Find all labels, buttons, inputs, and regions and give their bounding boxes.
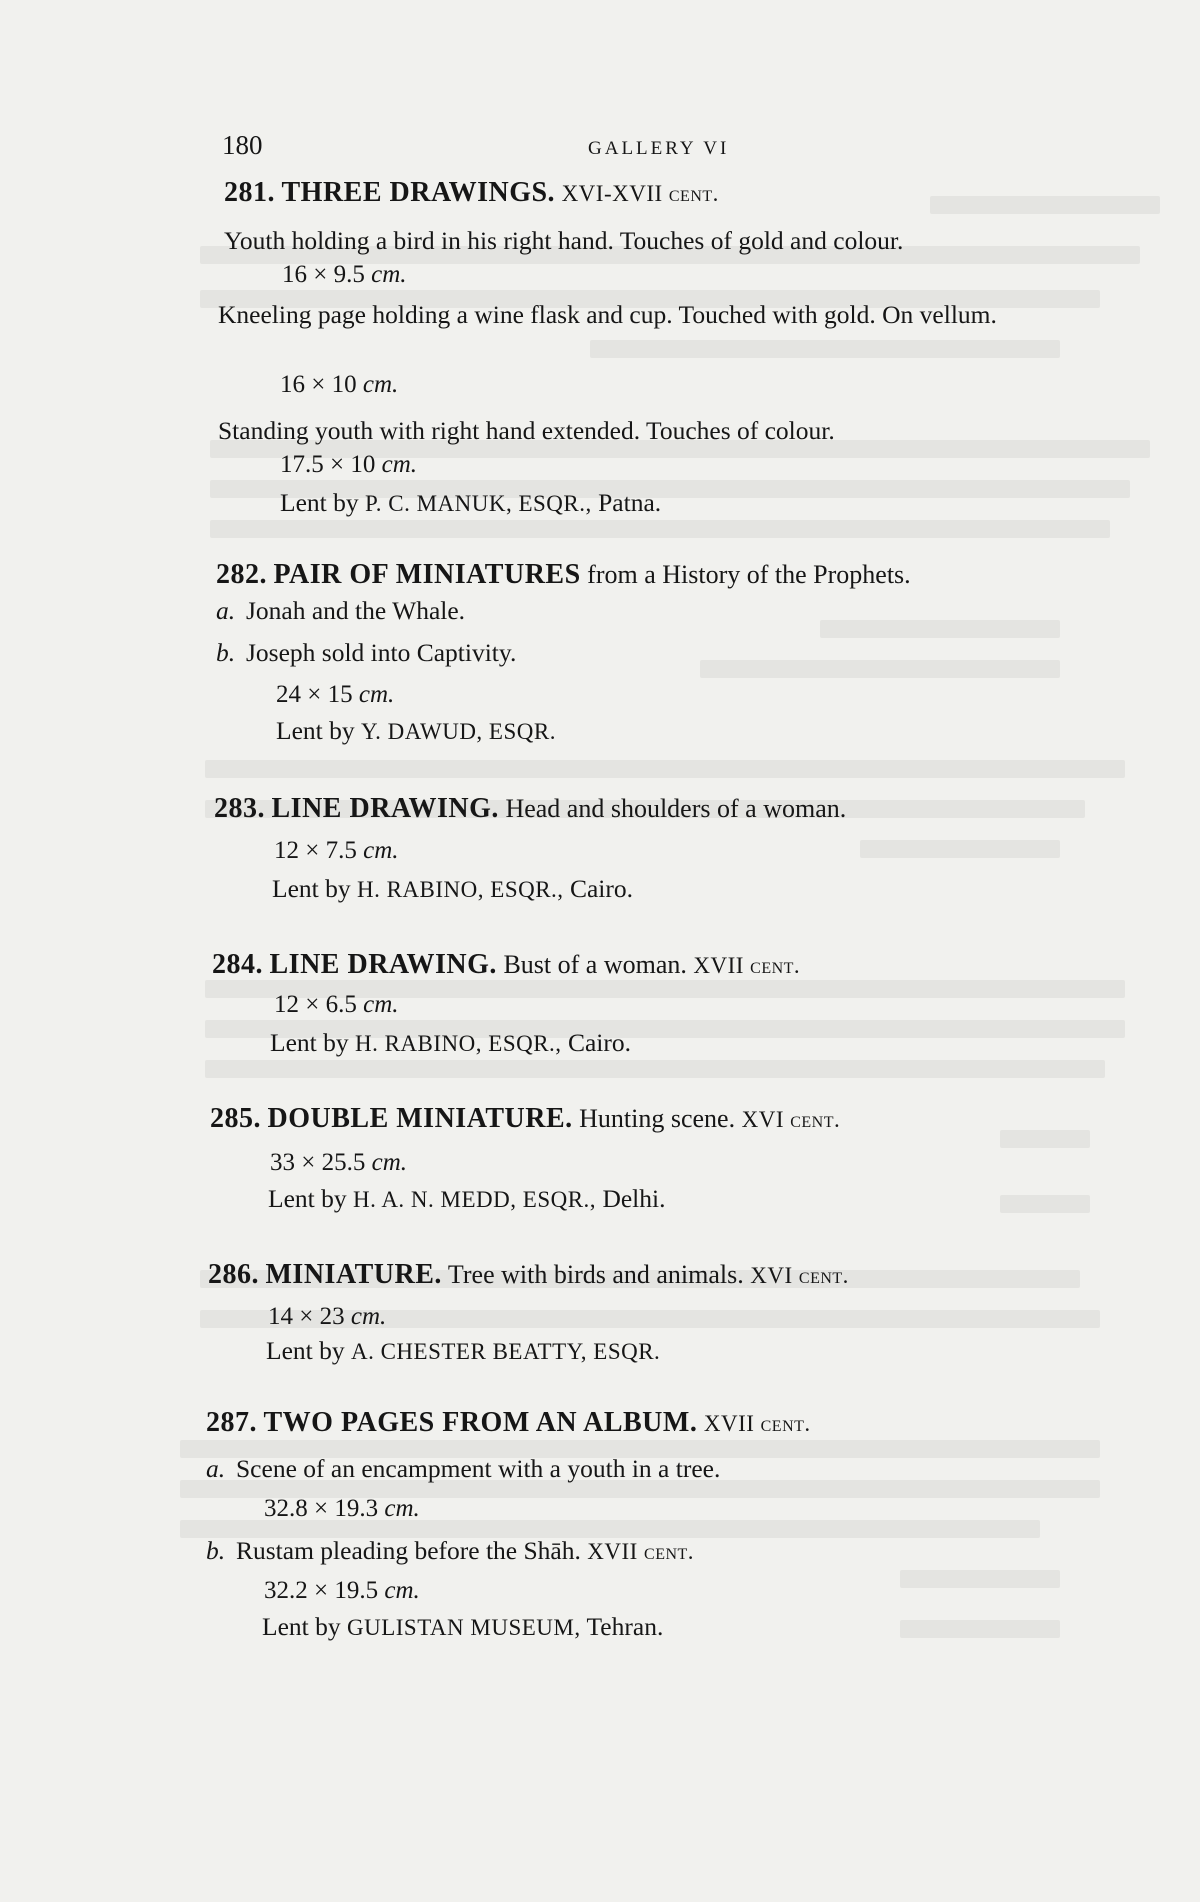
catalogue-entry-283 [214,792,846,826]
lender-place: Delhi. [602,1184,666,1213]
entry-number: 282. [216,559,267,590]
entry-title: LINE DRAWING. [269,949,497,980]
item-dimensions [276,678,394,712]
lent-by-prefix: Lent by [276,716,355,745]
dimension-value: 24 × 15 [276,681,353,708]
item-dimensions [264,1574,420,1608]
entry-title: PAIR OF MINIATURES [273,559,581,590]
lender-name: Y. DAWUD, ESQR. [360,719,556,744]
item-label: a. [206,1454,226,1483]
lent-by-line [262,1610,663,1645]
catalogue-entry-286 [208,1258,849,1293]
item-b [206,1534,694,1569]
catalogue-entry-284 [212,948,800,983]
dimension-unit: cm. [371,1149,408,1176]
item-description: Joseph sold into Captivity. [246,638,517,667]
catalogue-entry-281 [224,176,719,211]
lent-by-line [270,1026,631,1061]
entry-title: LINE DRAWING. [271,793,499,824]
lender-name: H. RABINO, ESQR., [354,1031,562,1056]
item-dimensions [280,448,417,482]
lent-by-line [268,1182,665,1217]
item-label: b. [206,1536,226,1565]
dimension-unit: cm. [363,837,399,864]
entry-date: XVI cent. [750,1263,849,1288]
dimension-value: 16 × 9.5 [282,261,365,288]
lent-by-prefix: Lent by [272,874,351,903]
entry-title: MINIATURE. [265,1259,442,1290]
dimension-value: 32.2 × 19.5 [264,1577,379,1604]
entry-number: 281. [224,177,275,208]
lender-name: A. CHESTER BEATTY, ESQR. [350,1339,661,1364]
catalogue-entry-287 [206,1406,811,1441]
item-dimensions [270,1146,407,1180]
dimension-unit: cm. [381,451,418,478]
entry-date: XVII cent. [693,953,801,978]
lender-place: Cairo. [569,874,633,903]
entry-title: THREE DRAWINGS. [281,177,556,208]
lender-name: GULISTAN MUSEUM, [346,1615,581,1640]
item-description: Scene of an encampment with a youth in a tree. [236,1454,721,1483]
lent-by-prefix: Lent by [268,1184,347,1213]
dimension-value: 33 × 25.5 [270,1149,366,1176]
item-date: XVII cent. [587,1539,695,1564]
lender-place: Cairo. [567,1028,631,1057]
page-header [222,130,772,166]
dimension-unit: cm. [358,681,395,708]
dimension-unit: cm. [371,261,407,288]
dimension-unit: cm. [362,371,399,398]
dimension-value: 12 × 6.5 [274,991,357,1018]
item-dimensions [274,988,399,1022]
entry-date: XVI cent. [741,1107,841,1132]
entry-number: 287. [206,1407,257,1438]
lent-by-line [280,486,661,521]
item-description: Jonah and the Whale. [246,596,466,625]
item-description: Rustam pleading before the Shāh. [236,1536,581,1565]
entry-number: 283. [214,793,265,824]
lent-by-prefix: Lent by [262,1612,341,1641]
dimension-unit: cm. [384,1495,420,1522]
lent-by-prefix: Lent by [270,1028,349,1057]
item-description: Standing youth with right hand extended. Touches of colour. [218,416,835,445]
item-dimensions [264,1492,420,1526]
dimension-value: 32.8 × 19.3 [264,1495,379,1522]
item-dimensions [280,368,398,402]
entry-subtitle: Tree with birds and animals. [447,1260,744,1289]
dimension-value: 14 × 23 [268,1303,345,1330]
entry-title: TWO PAGES FROM AN ALBUM. [263,1407,698,1438]
entry-number: 286. [208,1259,259,1290]
entry-subtitle: Bust of a woman. [503,950,687,979]
item-dimensions [282,258,407,292]
running-title: GALLERY VI [588,138,730,159]
lender-name: P. C. MANUK, ESQR., [364,491,592,516]
page-number: 180 [222,130,263,160]
entry-date: XVII cent. [703,1411,811,1436]
entry-title: DOUBLE MINIATURE. [267,1103,573,1134]
catalogue-entry-282 [216,558,911,592]
lender-place: Tehran. [586,1612,664,1641]
dimension-value: 16 × 10 [280,371,357,398]
entry-subtitle: from a History of the Prophets. [587,560,911,589]
lent-by-prefix: Lent by [266,1336,345,1365]
item-a [216,594,465,628]
catalogue-entry-285 [210,1102,840,1137]
lender-name: H. A. N. MEDD, ESQR., [352,1187,597,1212]
entry-heading [224,176,719,211]
item-description: Youth holding a bird in his right hand. Touches of gold and colour. [224,226,904,255]
dimension-value: 17.5 × 10 [280,451,376,478]
entry-date: XVI-XVII cent. [561,181,719,206]
item-dimensions [274,834,399,868]
item-a [206,1452,720,1486]
lent-by-line [272,872,633,907]
lent-by-line [276,714,556,749]
item-b [216,636,516,670]
entry-subtitle: Hunting scene. [579,1104,736,1133]
lender-place: Patna. [598,488,662,517]
lent-by-prefix: Lent by [280,488,359,517]
lender-name: H. RABINO, ESQR., [356,877,564,902]
dimension-value: 12 × 7.5 [274,837,357,864]
item-dimensions [268,1300,386,1334]
item-description: Kneeling page holding a wine flask and cup. Touched with gold. On vellum. [218,300,997,329]
entry-number: 284. [212,949,263,980]
entry-number: 285. [210,1103,261,1134]
item-label: b. [216,638,236,667]
dimension-unit: cm. [350,1303,387,1330]
dimension-unit: cm. [363,991,399,1018]
lent-by-line [266,1334,660,1369]
entry-subtitle: Head and shoulders of a woman. [505,794,847,823]
dimension-unit: cm. [384,1577,420,1604]
item-label: a. [216,596,236,625]
